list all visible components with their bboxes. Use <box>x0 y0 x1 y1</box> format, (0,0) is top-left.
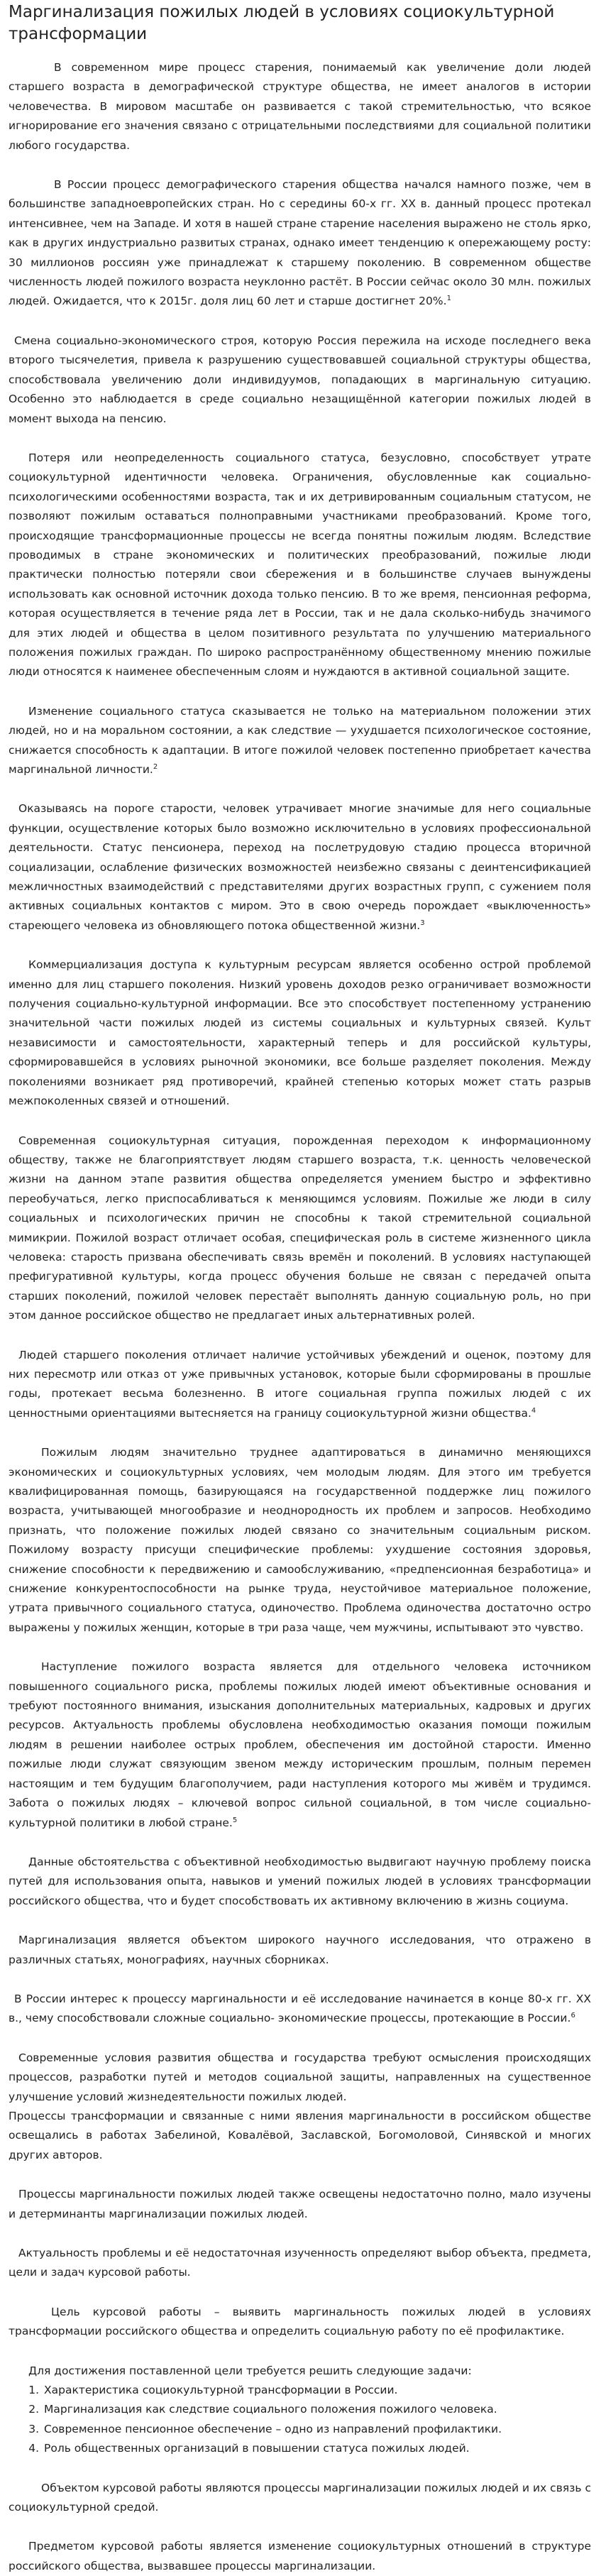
paragraph-text: Смена социально-экономического строя, которую Россия пережила на исходе последнего века второго тысячелетия, привела к разрушению существовавшей социальной структуры общества, способствовала увеличению доли индивидуумов, попадающих в маргинальную ситуацию. Особенно это наблюдается в среде социально незащищённой категории пожилых людей в момент выхода на пенсию. <box>9 334 591 425</box>
paragraph-text: Для достижения поставленной цели требуется решить следующие задачи: <box>28 2364 472 2377</box>
paragraph <box>9 2362 591 2381</box>
paragraph-text: Данные обстоятельства с объективной необходимостью выдвигают научную проблему поиска путей для использования опыта, навыков и умений пожилых людей в условиях трансформации российского общества, что и будет способствовать их активному включению в жизнь социума. <box>9 1855 591 1907</box>
list-item: 2. Маргинализация как следствие социального положения пожилого человека. <box>43 2400 591 2419</box>
footnote-ref[interactable]: 5 <box>232 1816 238 1824</box>
paragraph <box>9 331 591 429</box>
paragraph <box>9 1657 591 1833</box>
footnote-ref[interactable]: 6 <box>570 2012 575 2020</box>
paragraph <box>9 2537 591 2576</box>
paragraph <box>9 1990 591 2029</box>
footnote-ref[interactable]: 1 <box>446 295 451 303</box>
paragraph-text: В России интерес к процессу маргинальности и её исследование начинается в конце 80-х гг. XX в., чему способствовали сложные социально- экономические процессы, протекающие в России. <box>9 1992 591 2025</box>
paragraph <box>9 1853 591 1911</box>
list-item: 1. Характеристика социокультурной трансформации в России. <box>43 2381 591 2400</box>
paragraph-text: Пожилым людям значительно труднее адаптироваться в динамично меняющихся экономических и социокультурных условиях, чем молодым людям. Для этого им требуется квалифицированная помощь, базирующаяся на государственной поддержке лиц пожилого возраста, учитывающей многообразие и неоднородность их проблем и запросов. Необходимо признать, что положение пожилых людей связано со значительным социальным риском. Пожилому возрасту присущи специфические проблемы: ухудшение состояния здоровья, снижение способности к передвижению и самообслуживанию, «предпенсионная безработица» и снижение конкурентоспособности на рынке труда, неустойчивое материальное положение, утрата привычного социального статуса, одиночество. Проблема одиночества достаточно остро выражены у пожилых женщин, которые в три раза чаще, чем мужчины, испытывают это чувство. <box>9 1446 591 1634</box>
paragraph <box>9 1443 591 1638</box>
paragraph <box>9 2185 591 2224</box>
paragraph-text: В современном мире процесс старения, понимаемый как увеличение доли людей старшего возраста в демографической структуре общества, не имеет аналогов в истории человечества. В мировом масштабе он развивается с такой стремительностью, что всякое игнорирование его значения связано с отрицательными последствиями для социальной политики любого государства. <box>9 61 591 152</box>
paragraph <box>9 2303 591 2342</box>
paragraph <box>9 702 591 780</box>
footnote-ref[interactable]: 3 <box>420 919 425 927</box>
paragraph <box>9 1931 591 1970</box>
document-page <box>0 1 601 2572</box>
paragraph <box>9 2107 591 2165</box>
paragraph <box>9 2479 591 2518</box>
paragraph-text: Актуальность проблемы и её недостаточная изученность определяют выбор объекта, предмета, цели и задач курсовой работы. <box>9 2247 591 2279</box>
paragraph-text: Предметом курсовой работы является изменение социокультурных отношений в структуре российского общества, вызвавшее процессы маргинализации. <box>9 2540 591 2572</box>
paragraph-text: Людей старшего поколения отличает наличие устойчивых убеждений и оценок, поэтому для них пересмотр или отказ от уже привычных установок, которые были сформированы в прошлые годы, протекает весьма болезненно. В итоге социальная группа пожилых людей с их ценностными ориентациями вытесняется на границу социокультурной жизни общества. <box>9 1348 591 1420</box>
paragraph-text: Объектом курсовой работы являются процессы маргинализации пожилых людей и их связь с социокультурной средой. <box>9 2481 591 2514</box>
paragraph-text: Процессы трансформации и связанные с ними явления маргинальности в российском обществе освещались в работах Забелиной, Ковалёвой, Заславской, Богомоловой, Синявской и многих других авторов. <box>9 2109 591 2161</box>
paragraph <box>9 2244 591 2283</box>
tasks-list <box>9 2381 591 2459</box>
paragraph <box>9 449 591 682</box>
paragraph-text: Современные условия развития общества и государства требуют осмысления происходящих процессов, разработки путей и методов социальной защиты, направленных на существенное улучшение условий жизнедеятельности пожилых людей. <box>9 2051 591 2103</box>
paragraph <box>9 2049 591 2107</box>
paragraph-text: Потеря или неопределенность социального статуса, безусловно, способствует утрате социокультурной идентичности человека. Ограничения, обусловленные как социально-психологическими особенностями возраста, так и их детривированным социальным статусом, не позволяют пожилым оставаться полноправными участниками преобразований. Кроме того, происходящие трансформационные процессы не всегда понятны пожилым людям. Вследствие проводимых в стране экономических и политических преобразований, пожилые люди практически полностью потеряли свои сбережения и в большинстве случаев вынуждены использовать как основной источник дохода только пенсию. В то же время, пенсионная реформа, которая осуществляется в течение ряда лет в России, так и не дала сколько-нибудь значимого для этих людей и общества в целом позитивного результата по улучшению материального положения пожилых граждан. По широко распространённому общественному мнению пожилые люди относятся к наименее обеспеченным слоям и нуждаются в активной социальной защите. <box>9 451 591 679</box>
footnote-ref[interactable]: 2 <box>153 762 158 771</box>
paragraph <box>9 1131 591 1326</box>
paragraph <box>9 175 591 312</box>
paragraph-text: Изменение социального статуса сказывается не только на материальном положении этих людей, но и на моральном состоянии, а как следствие — ухудшается психологическое состояние, снижается способность к адаптации. В итоге пожилой человек постепенно приобретает качества маргинальной личности. <box>9 704 591 776</box>
paragraph <box>9 58 591 155</box>
paragraph-text: В России процесс демографического старения общества начался намного позже, чем в большинстве западноевропейских стран. Но с середины 60-х гг. XX в. данный процесс протекал интенсивнее, чем на Западе. И хотя в нашей стране старение населения выражено не столь ярко, как в других индустриально развитых странах, однако имеет тенденцию к опережающему росту: 30 миллионов россиян уже принадлежат к старшему поколению. В современном обществе численность людей пожилого возраста неуклонно растёт. В России сейчас около 30 млн. пожилых людей. Ожидается, что к 2015г. доля лиц 60 лет и старше достигнет 20%. <box>9 178 591 308</box>
paragraph-text: Маргинализация является объектом широкого научного исследования, что отражено в различных статьях, монографиях, научных сборниках. <box>9 1934 591 1966</box>
paragraph <box>9 799 591 936</box>
paragraph-text: Процессы маргинальности пожилых людей также освещены недостаточно полно, мало изучены и детерминанты маргинализации пожилых людей. <box>9 2188 591 2220</box>
footnote-ref[interactable]: 4 <box>531 1406 536 1415</box>
paragraph-text: Оказываясь на пороге старости, человек утрачивает многие значимые для него социальные функции, осуществление которых было возможно исключительно в условиях профессиональной деятельности. Статус пенсионера, переход на послетрудовую стадию процесса вторичной социализации, ослабление физических возможностей неизбежно связаны с деинтенсификацией межличностных взаимодействий с представителями других возрастных групп, с сужением поля активных социальных контактов с миром. Это в свою очередь порождает «выключенность» стареющего человека из обновляющего потока общественной жизни. <box>9 802 591 932</box>
paragraph <box>9 955 591 1111</box>
page-title: Маргинализация пожилых людей в условиях социокультурной трансформации <box>9 3 555 43</box>
paragraph-text: Цель курсовой работы – выявить маргинальность пожилых людей в условиях трансформации российского общества и определить социальную работу по её профилактике. <box>9 2305 591 2338</box>
paragraph-text: Наступление пожилого возраста является для отдельного человека источником повышенного социального риска, проблемы пожилых людей имеют объективные основания и требуют постоянного внимания, изыскания дополнительных материальных, кадровых и других ресурсов. Актуальность проблемы обусловлена необходимостью оказания помощи пожилым людям в решении наиболее острых проблем, обеспечения им достойной старости. Именно пожилые люди служат связующим звеном между историческим прошлым, полным перемен настоящим и тем будущим благополучием, ради наступления которого мы живём и трудимся. Забота о пожилых людях – ключевой вопрос сильной социальной, в том числе социально- культурной политики в любой стране. <box>9 1660 591 1829</box>
list-item: 4. Роль общественных организаций в повышении статуса пожилых людей. <box>43 2439 591 2458</box>
paragraph <box>9 1346 591 1424</box>
paragraph-text: Коммерциализация доступа к культурным ресурсам является особенно острой проблемой именно для лиц старшего поколения. Низкий уровень доходов резко ограничивает возможности получения социально-культурной информации. Все это способствует постепенному устранению значительной части пожилых людей из системы социальных и культурных связей. Культ независимости и самостоятельности, характерный теперь и для российской культуры, сформировавшейся в условиях рыночной экономики, все больше разделяет поколения. Между поколениями возникает ряд противоречий, крайней степенью которых может стать разрыв межпоколенных связей и отношений. <box>9 958 591 1108</box>
paragraph-text: Современная социокультурная ситуация, порожденная переходом к информационному обществу, также не благоприятствует людям старшего возраста, т.к. ценность человеческой жизни на данном этапе развития общества определяется умением быстро и эффективно переобучаться, легко приспосабливаться к меняющимся условиям. Пожилые же люди в силу социальных и психологических причин не способны к такой стремительной социальной мимикрии. Пожилой возраст отличает особая, специфическая роль в системе жизненного цикла человека: старость призвана обеспечивать связь времён и поколений. В условиях наступающей префигуративной культуры, когда процесс обучения больше не связан с передачей опыта старших поколений, пожилой человек перестаёт выполнять данную социальную роль, но при этом данное российское общество не предлагает иных альтернативных ролей. <box>9 1134 591 1322</box>
list-item: 3. Современное пенсионное обеспечение – одно из направлений профилактики. <box>43 2420 591 2439</box>
